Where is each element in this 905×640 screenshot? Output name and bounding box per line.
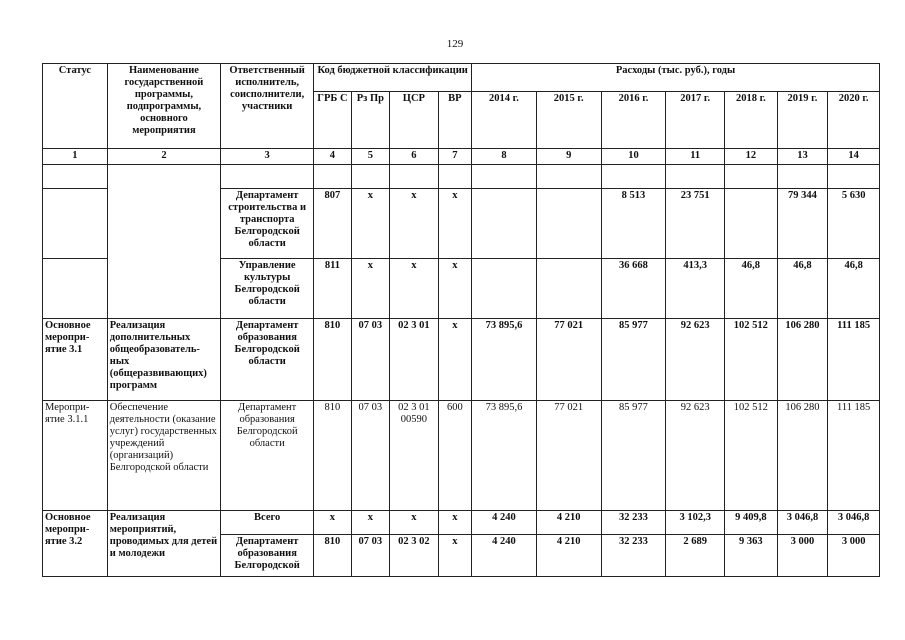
- grbs-cell: 810: [314, 535, 351, 577]
- value-cell: 77 021: [536, 319, 601, 401]
- value-cell: 46,8: [777, 259, 828, 319]
- csr-cell: 02 3 02: [390, 535, 439, 577]
- header-program-name: Наименование государственной программы, подпрограммы, основного мероприятия: [107, 64, 220, 149]
- value-cell: 3 046,8: [777, 511, 828, 535]
- csr-cell: 02 3 01: [390, 319, 439, 401]
- header-expenses: Расходы (тыс. руб.), годы: [472, 64, 880, 92]
- executor-cell: Департамент образования Белгородской: [221, 535, 314, 577]
- header-budget-code: Код бюджетной классификации: [314, 64, 472, 92]
- column-number: 7: [438, 149, 471, 165]
- program-name-cell: Обеспечение деятельности (оказание услуг) государственных учреждений (организаций) Белгородской области: [107, 401, 220, 511]
- header-executor: Ответственный исполнитель, соисполнители, участники: [221, 64, 314, 149]
- header-year: 2015 г.: [536, 92, 601, 149]
- page-number: 129: [446, 38, 464, 50]
- rzpr-cell: х: [351, 189, 389, 259]
- value-cell: 106 280: [777, 319, 828, 401]
- grbs-cell: 810: [314, 319, 351, 401]
- value-cell: 413,3: [666, 259, 725, 319]
- header-rzpr: Рз Пр: [351, 92, 389, 149]
- header-year: 2019 г.: [777, 92, 828, 149]
- column-number: 11: [666, 149, 725, 165]
- executor-cell: Департамент образования Белгородской области: [221, 319, 314, 401]
- vr-cell: 600: [438, 401, 471, 511]
- value-cell: [536, 189, 601, 259]
- header-year: 2016 г.: [601, 92, 666, 149]
- header-grbs: ГРБ С: [314, 92, 351, 149]
- program-name-cell: Реализация дополнительных общеобразователь-ных (общеразвивающих) программ: [107, 319, 220, 401]
- header-year: 2020 г.: [828, 92, 880, 149]
- column-number: 9: [536, 149, 601, 165]
- value-cell: 92 623: [666, 319, 725, 401]
- value-cell: [725, 189, 778, 259]
- column-number: 3: [221, 149, 314, 165]
- executor-cell: Департамент образования Белгородской области: [221, 401, 314, 511]
- value-cell: 3 102,3: [666, 511, 725, 535]
- value-cell: 32 233: [601, 535, 666, 577]
- column-number: 13: [777, 149, 828, 165]
- value-cell: 77 021: [536, 401, 601, 511]
- rzpr-cell: х: [351, 259, 389, 319]
- column-number: 8: [472, 149, 537, 165]
- program-name-cell: Реализация мероприятий, проводимых для детей и молодежи: [107, 511, 220, 577]
- status-cell: Основное меропри-ятие 3.2: [43, 511, 108, 577]
- value-cell: 73 895,6: [472, 319, 537, 401]
- table-row: [43, 511, 880, 535]
- table-row: [43, 401, 880, 511]
- value-cell: 4 240: [472, 535, 537, 577]
- value-cell: 3 000: [828, 535, 880, 577]
- vr-cell: х: [438, 189, 471, 259]
- value-cell: 5 630: [828, 189, 880, 259]
- column-number-row: [43, 149, 880, 165]
- value-cell: 36 668: [601, 259, 666, 319]
- header-status: Статус: [43, 64, 108, 149]
- header-vr: ВР: [438, 92, 471, 149]
- grbs-cell: 811: [314, 259, 351, 319]
- executor-cell: Департамент строительства и транспорта Белгородской области: [221, 189, 314, 259]
- value-cell: 102 512: [725, 401, 778, 511]
- csr-cell: 02 3 01 00590: [390, 401, 439, 511]
- status-cell: Меропри-ятие 3.1.1: [43, 401, 108, 511]
- value-cell: 46,8: [828, 259, 880, 319]
- executor-cell: Управление культуры Белгородской области: [221, 259, 314, 319]
- header-year: 2018 г.: [725, 92, 778, 149]
- value-cell: 4 210: [536, 535, 601, 577]
- header-csr: ЦСР: [390, 92, 439, 149]
- column-number: 1: [43, 149, 108, 165]
- value-cell: 4 240: [472, 511, 537, 535]
- column-number: 2: [107, 149, 220, 165]
- column-number: 14: [828, 149, 880, 165]
- grbs-cell: 807: [314, 189, 351, 259]
- value-cell: 8 513: [601, 189, 666, 259]
- column-number: 12: [725, 149, 778, 165]
- value-cell: 79 344: [777, 189, 828, 259]
- vr-cell: х: [438, 259, 471, 319]
- column-number: 10: [601, 149, 666, 165]
- csr-cell: х: [390, 259, 439, 319]
- grbs-cell: 810: [314, 401, 351, 511]
- value-cell: 85 977: [601, 401, 666, 511]
- rzpr-cell: 07 03: [351, 535, 389, 577]
- rzpr-cell: 07 03: [351, 401, 389, 511]
- value-cell: 3 000: [777, 535, 828, 577]
- value-cell: [472, 259, 537, 319]
- status-cell: Основное меропри-ятие 3.1: [43, 319, 108, 401]
- value-cell: 3 046,8: [828, 511, 880, 535]
- vr-cell: х: [438, 511, 471, 535]
- value-cell: 111 185: [828, 319, 880, 401]
- header-year: 2014 г.: [472, 92, 537, 149]
- column-number: 6: [390, 149, 439, 165]
- value-cell: 9 363: [725, 535, 778, 577]
- grbs-cell: х: [314, 511, 351, 535]
- value-cell: 2 689: [666, 535, 725, 577]
- value-cell: 32 233: [601, 511, 666, 535]
- column-number: 5: [351, 149, 389, 165]
- value-cell: 46,8: [725, 259, 778, 319]
- header-year: 2017 г.: [666, 92, 725, 149]
- rzpr-cell: 07 03: [351, 319, 389, 401]
- value-cell: 111 185: [828, 401, 880, 511]
- table-row: [43, 165, 880, 189]
- vr-cell: х: [438, 319, 471, 401]
- value-cell: [472, 189, 537, 259]
- budget-table: [42, 63, 880, 577]
- csr-cell: х: [390, 189, 439, 259]
- value-cell: 4 210: [536, 511, 601, 535]
- executor-cell: Всего: [221, 511, 314, 535]
- value-cell: 106 280: [777, 401, 828, 511]
- rzpr-cell: х: [351, 511, 389, 535]
- value-cell: 102 512: [725, 319, 778, 401]
- value-cell: 9 409,8: [725, 511, 778, 535]
- value-cell: 85 977: [601, 319, 666, 401]
- value-cell: 23 751: [666, 189, 725, 259]
- vr-cell: х: [438, 535, 471, 577]
- column-number: 4: [314, 149, 351, 165]
- value-cell: 92 623: [666, 401, 725, 511]
- csr-cell: х: [390, 511, 439, 535]
- table-row: [43, 319, 880, 401]
- value-cell: [536, 259, 601, 319]
- value-cell: 73 895,6: [472, 401, 537, 511]
